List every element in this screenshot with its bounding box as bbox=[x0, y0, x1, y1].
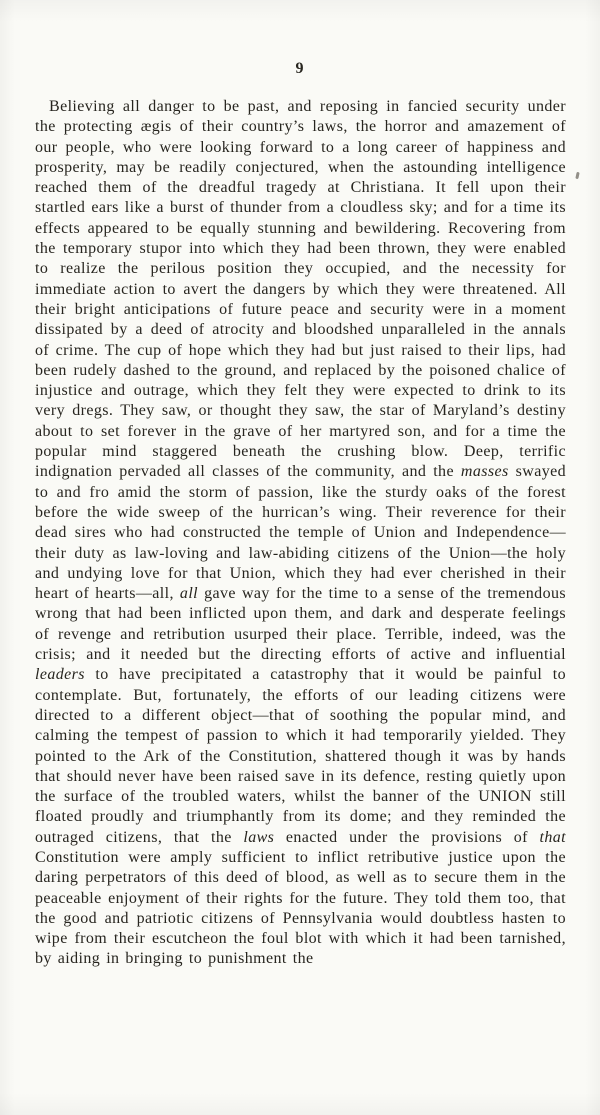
text-segment: Believing all danger to be past, and reposing in fancied security under the protecting ægis of their country’s laws, the horror and amazement of our people, who were looking forward to a long career of happiness and prosperity, may be readily conjectured, when the astounding intelligence reached them of the dreadful tragedy at Christiana. It fell upon their startled ears like a burst of thunder from a cloudless sky; and for a time its effects appeared to be equally stunning and bewildering. Recovering from the temporary stupor into which they had been thrown, they were enabled to realize the perilous position they occupied, and the necessity for immediate action to avert the dangers by which they were threatened. All their bright anticipations of future peace and security were in a moment dissipated by a deed of atrocity and bloodshed unparalleled in the annals of crime. The cup of hope which they had but just raised to their lips, had been rudely dashed to the ground, and replaced by the poisoned chalice of injustice and outrage, which they felt they were expected to drink to its very dregs. They saw, or thought they saw, the star of Maryland’s destiny about to set forever in the grave of her martyred son, and for a time the popular mind staggered beneath the crushing blow. Deep, terrific indignation pervaded all classes of the community, and the bbox=[35, 98, 566, 481]
text-segment: leaders bbox=[35, 666, 85, 684]
text-segment: enacted under the provisions of bbox=[274, 828, 540, 846]
text-segment: all bbox=[179, 585, 199, 603]
text-segment: gave way for the time to a sense of the tremendous wrong that had been inflicted upon them, and dark and desperate feelings of revenge and retribution usurped their place. Terrible, indeed, was the crisis; and it needed but the directing efforts of active and influential bbox=[35, 585, 567, 664]
body-text bbox=[35, 97, 566, 970]
scan-artifact bbox=[575, 172, 579, 179]
text-segment: Constitution were amply sufficient to inflict retributive justice upon the daring perpetrators of this deed of blood, as well as to secure them in the peaceable enjoyment of their rights for the future. They told them too, that the good and patriotic citizens of Pennsylvania would doubtless hasten to wipe from their escutcheon the foul blot with which it had been tarnished, by aiding in bringing to punishment the bbox=[35, 848, 566, 968]
text-segment: to have precipitated a catastrophy that it would be painful to contemplate. But, fortunately, the efforts of our leading citizens were directed to a different object—that of soothing the popular mind, and calming the tempest of passion to which it had temporarily yielded. They pointed to the Ark of the Constitution, shattered though it was by hands that should never have been raised save in its defence, resting quietly upon the surface of the troubled waters, whilst the banner of the UNION still floated proudly and triumphantly from its dome; and they reminded the outraged citizens, that the bbox=[35, 666, 566, 846]
text-segment: that bbox=[539, 828, 566, 846]
text-segment: masses bbox=[460, 463, 509, 481]
page-number: 9 bbox=[295, 60, 305, 77]
text-segment: laws bbox=[243, 828, 275, 846]
text-segment: swayed to and fro amid the storm of passion, like the sturdy oaks of the forest before the wide sweep of the hurrican’s wing. Their reverence for their dead sires who had constructed the temple of Union and Independence—their duty as law-loving and law-abiding citizens of the Union—the holy and undying love for that Union, which they had ever cherished in their heart of hearts—all, bbox=[35, 463, 566, 603]
